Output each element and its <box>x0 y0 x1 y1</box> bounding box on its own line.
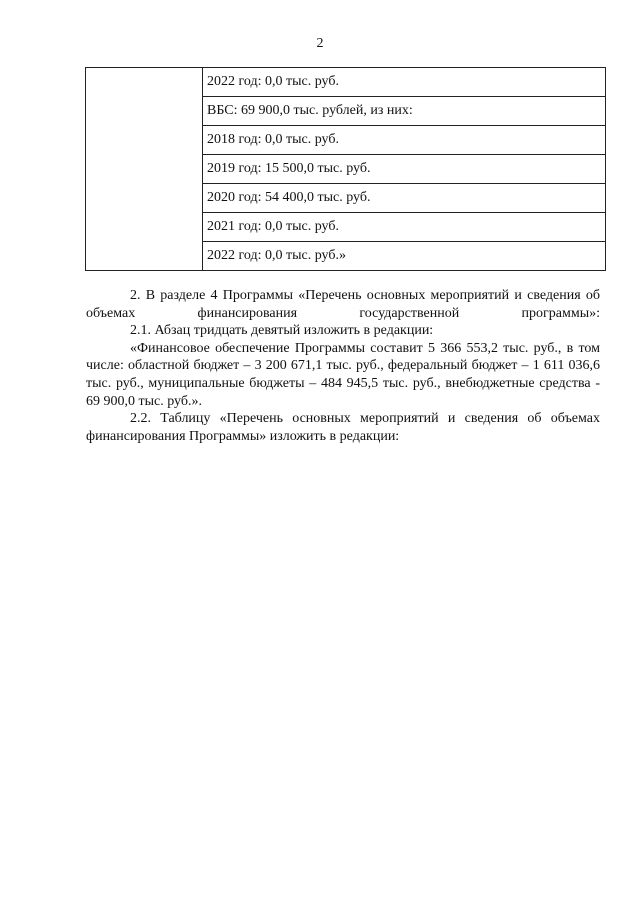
table-cell: 2022 год: 0,0 тыс. руб. <box>203 68 606 97</box>
table-row <box>86 68 606 97</box>
table-cell: 2021 год: 0,0 тыс. руб. <box>203 213 606 242</box>
paragraph-2-2: 2.2. Таблицу «Перечень основных мероприятий и сведения об объемах финансирования Программы» изложить в редакции: <box>86 411 600 444</box>
page-number: 2 <box>316 36 324 51</box>
paragraph-section-4: 2. В разделе 4 Программы «Перечень основных мероприятий и сведения об объемах финансирования государственной программы»: <box>86 288 600 321</box>
table-cell: 2019 год: 15 500,0 тыс. руб. <box>203 155 606 184</box>
paragraph-2-1: 2.1. Абзац тридцать девятый изложить в редакции: <box>130 323 434 339</box>
financing-table <box>85 67 606 271</box>
table-cell: ВБС: 69 900,0 тыс. рублей, из них: <box>203 97 606 126</box>
table-cell: 2020 год: 54 400,0 тыс. руб. <box>203 184 606 213</box>
table-cell: 2018 год: 0,0 тыс. руб. <box>203 126 606 155</box>
table-left-cell <box>86 68 203 271</box>
table-cell: 2022 год: 0,0 тыс. руб.» <box>203 242 606 271</box>
document-body <box>86 287 600 445</box>
paragraph-financing: «Финансовое обеспечение Программы составит 5 366 553,2 тыс. руб., в том числе: областной бюджет – 3 200 671,1 тыс. руб., федеральный бюджет – 1 611 036,6 тыс. руб., муниципальные бюджеты – 484 945,5 тыс. руб., внебюджетные средства - 69 900,0 тыс. руб.». <box>86 340 600 409</box>
